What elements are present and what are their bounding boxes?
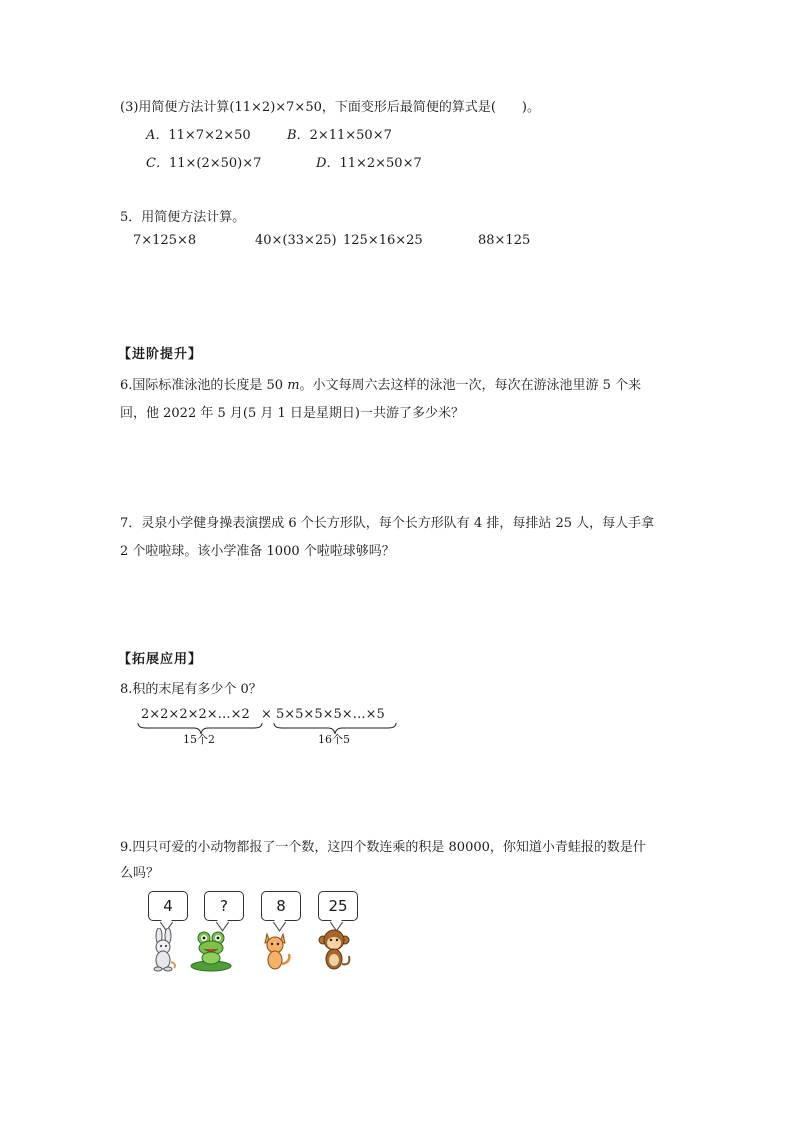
q3-stem: (3)用简便方法计算(11×2)×7×50，下面变形后最简便的算式是( )。 <box>120 100 541 115</box>
monkey-icon <box>313 926 355 972</box>
rabbit-icon <box>144 928 184 972</box>
q9-line-2: 么吗？ <box>120 866 160 881</box>
q7-line-2: 2 个啦啦球。该小学准备 1000 个啦啦球够吗？ <box>120 544 395 559</box>
q6-line-1 <box>120 374 641 393</box>
q5-expr-4: 88×125 <box>478 233 531 248</box>
speech-bubble-frog: ? <box>204 891 244 921</box>
option-b-text: 2×11×50×7 <box>309 128 392 143</box>
q5-expr-1: 7×125×8 <box>133 233 197 248</box>
q6-line-2: 回，他 2022 年 5 月(5 月 1 日是星期日)一共游了多少米？ <box>120 406 464 421</box>
q3-option-b <box>287 124 392 143</box>
q5-expr-2: 40×(33×25) <box>255 233 337 248</box>
q8-expr-part2: 5×5×5×5×…×5 <box>276 707 385 722</box>
q3-option-c <box>146 152 261 171</box>
option-c-letter: C． <box>146 156 169 171</box>
speech-bubble-monkey: 25 <box>318 891 358 921</box>
cat-icon <box>257 928 297 972</box>
q9-line-1: 9.四只可爱的小动物都报了一个数，这四个数连乘的积是 80000，你知道小青蛙报的数是什 <box>120 840 646 855</box>
speech-bubble-rabbit: 4 <box>148 891 188 921</box>
section-heading-advanced: 【进阶提升】 <box>118 347 203 362</box>
q8-expr-part1: 2×2×2×2×…×2 <box>141 707 250 722</box>
q8-underbraces <box>136 722 398 736</box>
q8-under-label-1: 15个2 <box>183 733 215 746</box>
q8-expr-times: × <box>261 707 272 722</box>
q6-unit: m <box>287 378 300 393</box>
section-heading-extension: 【拓展应用】 <box>118 652 203 667</box>
option-c-text: 11×(2×50)×7 <box>168 156 262 171</box>
option-a-letter: A． <box>146 128 169 143</box>
q7-line-1: 7．灵泉小学健身操表演摆成 6 个长方形队，每个长方形队有 4 排，每排站 25 人，每人手拿 <box>120 516 655 531</box>
option-a-text: 11×7×2×50 <box>168 128 251 143</box>
q8-under-label-2: 16个5 <box>318 733 350 746</box>
q3-option-a <box>146 124 251 143</box>
q5-expr-3: 125×16×25 <box>343 233 423 248</box>
speech-bubble-cat: 8 <box>261 891 301 921</box>
option-d-text: 11×2×50×7 <box>339 156 422 171</box>
q5-stem: 5．用简便方法计算。 <box>120 210 246 225</box>
q3-option-d <box>316 152 422 171</box>
q6-text-a: 6.国际标准泳池的长度是 50 <box>120 378 288 393</box>
frog-icon <box>189 930 233 972</box>
q8-stem: 8.积的末尾有多少个 0？ <box>120 682 262 697</box>
option-b-letter: B． <box>287 128 310 143</box>
option-d-letter: D． <box>316 156 340 171</box>
q6-text-b: 。小文每周六去这样的泳池一次，每次在游泳池里游 5 个来 <box>299 378 642 393</box>
